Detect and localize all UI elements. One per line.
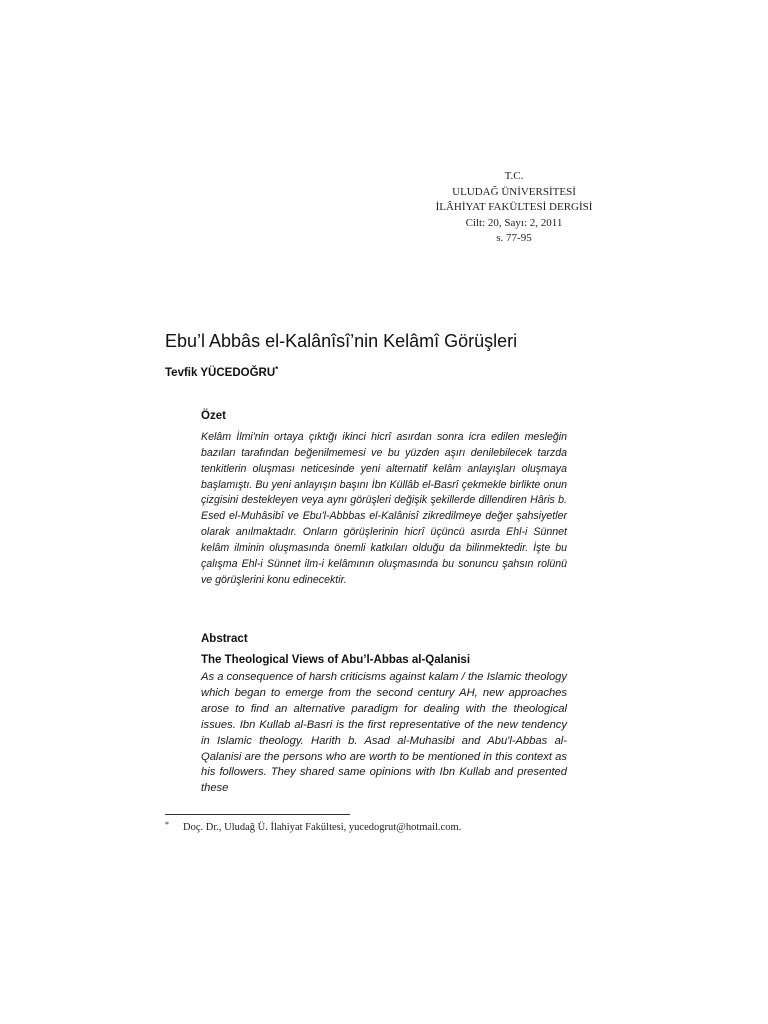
journal-country: T.C. [504,170,524,182]
footnote-divider [165,814,350,815]
journal-university: ULUDAĞ ÜNİVERSİTESİ [452,185,576,198]
ozet-section [201,410,567,588]
ozet-heading: Özet [201,410,226,422]
article-title: Ebu’l Abbâs el-Kalânîsî’nin Kelâmî Görüşleri [165,331,518,351]
journal-pages: s. 77-95 [496,232,532,244]
abstract-body: As a consequence of harsh criticisms against kalam / the Islamic theology which began to emerge from the second century AH, new approaches arose to find an alternative paradigm for dealing with the theological issues. Ibn Kullab al-Basri is the first representative of the new tendency in Islamic theology. Harith b. Asad al-Muhasibi and Abu'l-Abbas al-Qalanisi are the persons who are worth to be mentioned in this context as his followers. They shared same opinions with Ibn Kullab and presented these [201,671,567,795]
journal-volume-issue: Cilt: 20, Sayı: 2, 2011 [465,216,563,229]
author-name: Tevfik YÜCEDOĞRU [165,367,276,379]
footnote [165,820,665,833]
footnote-text: Doç. Dr., Uludağ Ü. İlahiyat Fakültesi, yucedogrut@hotmail.com. [183,822,462,833]
abstract-subtitle: The Theological Views of Abu’l-Abbas al-Qalanisi [201,654,471,666]
abstract-section [201,633,567,797]
abstract-heading: Abstract [201,633,248,645]
article-author [165,365,278,379]
ozet-body: Kelâm İlmi'nin ortaya çıktığı ikinci hicrî asırdan sonra icra edilen mesleğin bazıları tarafından beğenilmemesi ve bu yüzden aşırı denilebilecek tarzda tenkitlerin oluşması neticesinde yeni alternatif kelâm anlayışları oluşmaya başlamıştı. Bu yeni anlayışın başını İbn Küllâb el-Basrî çekmekle birlikte onun çizgisini destekleyen veya aynı görüşleri değişik şekillerde dillendiren Hâris b. Esed el-Muhâsibî ve Ebu'l-Abbbas el-Kalânisî zikredilmeye değer şahsiyetler olarak anılmaktadır. Onların görüşlerinin hicrî üçüncü asırda Ehl-i Sünnet kelâm ilminin oluşmasında önemli katkıları olduğu da bilinmektedir. İşte bu çalışma Ehl-i Sünnet ilm-i kelâmının oluşmasında bu sonuncu şahsın rolünü ve görüşlerini konu edinecektir. [201,431,567,586]
journal-header [400,169,628,247]
author-footnote-mark: * [275,365,279,374]
journal-name: İLÂHİYAT FAKÜLTESİ DERGİSİ [435,201,593,213]
footnote-mark: * [165,820,169,829]
